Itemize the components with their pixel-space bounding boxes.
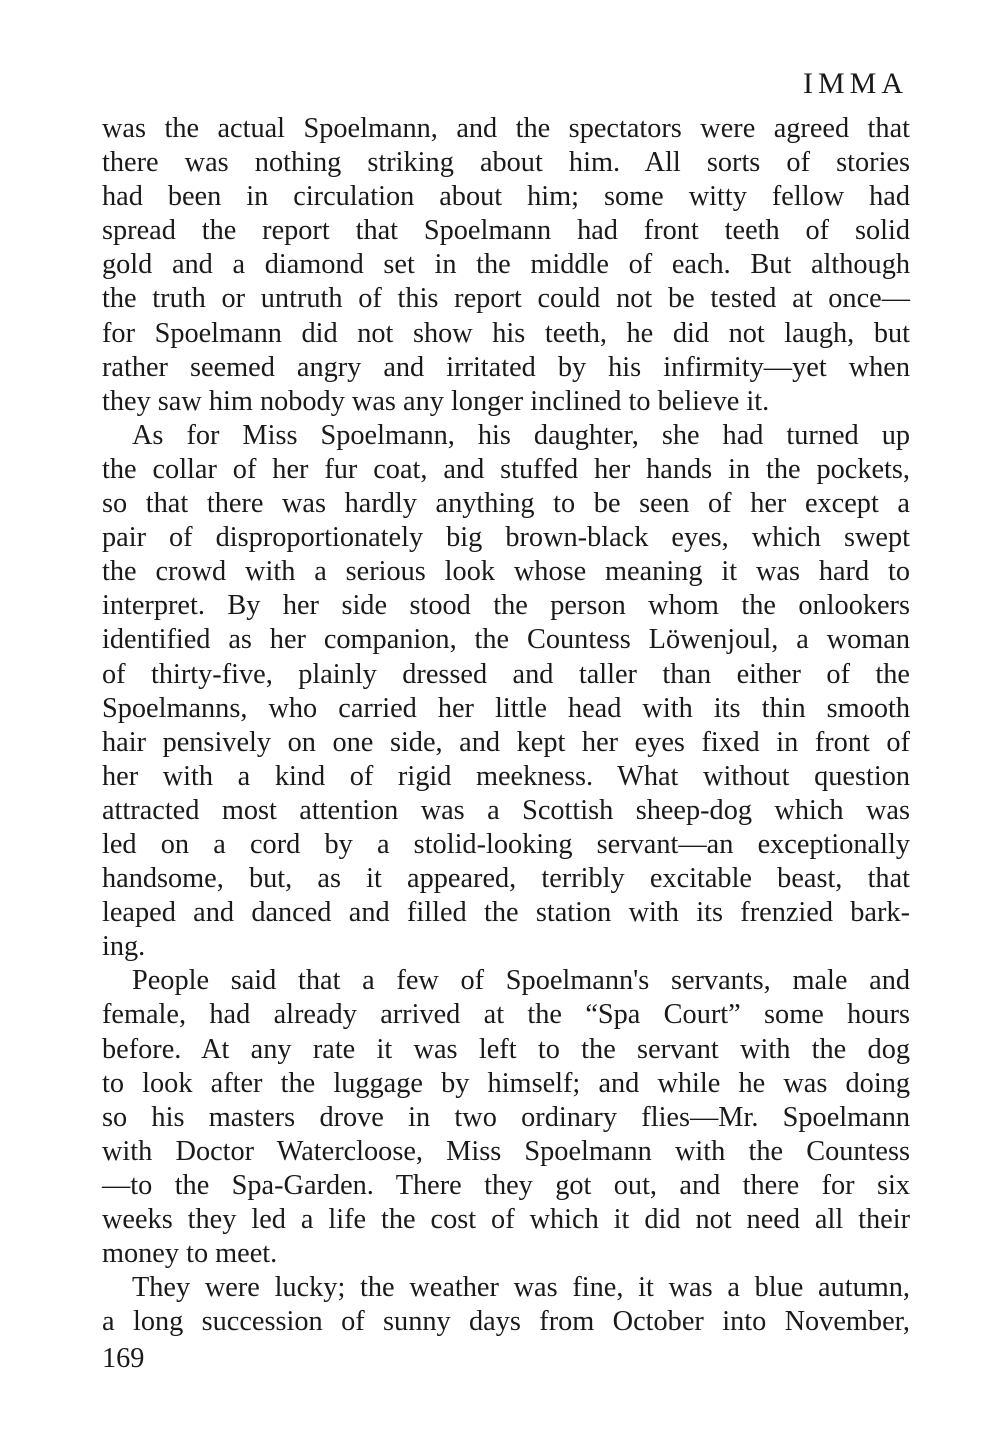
- text-line: leaped and danced and filled the station with its frenzied bark-: [102, 897, 910, 929]
- paragraph: [102, 112, 910, 419]
- text-line: gold and a diamond set in the middle of each. But although: [102, 249, 910, 281]
- text-line: the collar of her fur coat, and stuffed her hands in the pockets,: [102, 453, 910, 485]
- text-line: so that there was hardly anything to be seen of her except a: [102, 488, 910, 520]
- text-line: handsome, but, as it appeared, terribly excitable beast, that: [102, 863, 910, 895]
- text-line: was the actual Spoelmann, and the spectators were agreed that: [102, 113, 910, 144]
- text-line: money to meet.: [102, 1238, 278, 1270]
- text-line: the truth or untruth of this report could not be tested at once—: [102, 283, 910, 315]
- text-line: her with a kind of rigid meekness. What without question: [102, 760, 910, 792]
- text-line: to look after the luggage by himself; and while he was doing: [102, 1067, 910, 1099]
- text-line: for Spoelmann did not show his teeth, he did not laugh, but: [102, 317, 910, 349]
- paragraph: [102, 419, 910, 965]
- text-line: interpret. By her side stood the person whom the onlookers: [102, 590, 910, 622]
- text-line: with Doctor Watercloose, Miss Spoelmann with the Countess: [102, 1135, 910, 1167]
- text-line: rather seemed angry and irritated by his infirmity—yet when: [102, 351, 910, 383]
- text-line: —to the Spa-Garden. There they got out, and there for six: [102, 1169, 910, 1201]
- text-line: Spoelmanns, who carried her little head with its thin smooth: [102, 692, 910, 724]
- text-line: As for Miss Spoelmann, his daughter, she had turned up: [132, 419, 910, 451]
- text-line: of thirty-five, plainly dressed and taller than either of the: [102, 658, 910, 690]
- text-line: the crowd with a serious look whose meaning it was hard to: [102, 556, 910, 588]
- paragraph: [102, 964, 910, 1271]
- text-line: They were lucky; the weather was fine, it was a blue autumn,: [132, 1272, 910, 1304]
- text-line: identified as her companion, the Countess Löwenjoul, a woman: [102, 624, 910, 656]
- text-line: spread the report that Spoelmann had front teeth of solid: [102, 215, 910, 247]
- running-head-title: IMMA: [802, 67, 908, 100]
- paragraph: [102, 1271, 910, 1339]
- text-line: pair of disproportionately big brown-black eyes, which swept: [102, 522, 910, 554]
- text-line: weeks they led a life the cost of which it did not need all their: [102, 1204, 910, 1235]
- text-line: hair pensively on one side, and kept her eyes fixed in front of: [102, 726, 910, 758]
- body-text: [102, 112, 910, 1339]
- text-line: so his masters drove in two ordinary flies—Mr. Spoelmann: [102, 1101, 910, 1133]
- text-line: People said that a few of Spoelmann's servants, male and: [132, 965, 910, 997]
- page-number: 169: [102, 1343, 145, 1374]
- text-line: ing.: [102, 931, 146, 963]
- text-line: female, had already arrived at the “Spa Court” some hours: [102, 999, 910, 1031]
- text-line: they saw him nobody was any longer inclined to believe it.: [102, 385, 770, 417]
- text-line: before. At any rate it was left to the servant with the dog: [102, 1033, 910, 1065]
- text-line: had been in circulation about him; some witty fellow had: [102, 181, 910, 213]
- text-line: attracted most attention was a Scottish sheep-dog which was: [102, 794, 910, 826]
- text-line: led on a cord by a stolid-looking servant—an exceptionally: [102, 828, 910, 860]
- text-line: a long succession of sunny days from October into November,: [102, 1306, 910, 1338]
- text-line: there was nothing striking about him. All sorts of stories: [102, 147, 910, 179]
